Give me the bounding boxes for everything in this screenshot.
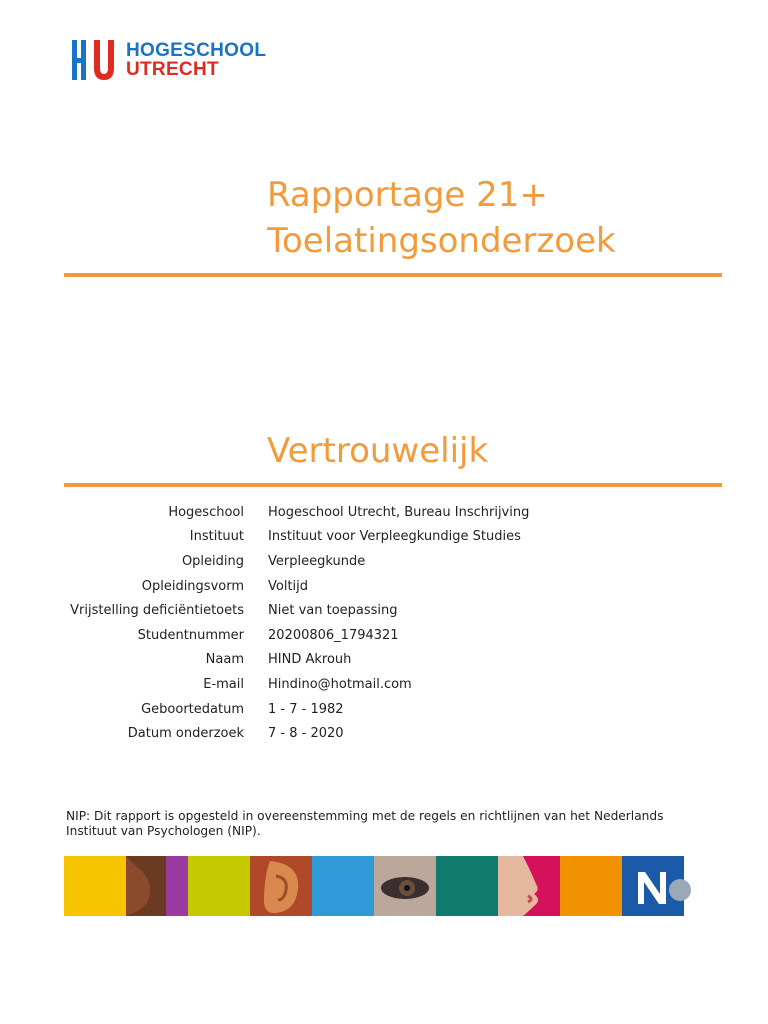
info-value: Hogeschool Utrecht, Bureau Inschrijving [268,504,530,520]
logo-line-2: UTRECHT [126,59,219,80]
info-label: Instituut [189,529,244,545]
strip-tile [560,856,622,916]
noa-logo-icon [636,866,720,908]
image-strip [64,856,684,916]
info-label: Studentnummer [137,627,244,643]
info-row [64,623,724,648]
strip-tile [188,856,250,916]
info-row [64,697,724,722]
info-row [64,500,724,525]
info-value: HIND Akrouh [268,652,352,668]
info-label: Datum onderzoek [127,726,244,742]
info-value: 20200806_1794321 [268,627,399,643]
info-value: Instituut voor Verpleegkundige Studies [268,529,521,545]
strip-tile [436,856,498,916]
info-label: Opleiding [181,553,244,569]
info-label: Naam [205,652,244,668]
info-row [64,525,724,550]
strip-tile [250,856,312,916]
title-divider [64,273,722,277]
info-value: Niet van toepassing [268,603,398,619]
confidential-divider [64,483,722,487]
report-title [267,172,616,264]
info-value: Hindino@hotmail.com [268,676,412,692]
info-row [64,574,724,599]
info-row [64,549,724,574]
strip-tile [126,856,188,916]
info-value: 7 - 8 - 2020 [268,726,344,742]
info-label: Opleidingsvorm [141,578,244,594]
logo-line-1: HOGESCHOOL [126,40,267,61]
info-label: Geboortedatum [141,701,244,717]
info-value: Verpleegkunde [268,553,366,569]
title-line-2: Toelatingsonderzoek [267,221,616,261]
info-row [64,598,724,623]
strip-tile [498,856,560,916]
info-label: Vrijstelling deficiëntietoets [70,603,244,619]
hu-logo [72,38,266,82]
strip-tile [64,856,126,916]
title-line-1: Rapportage 21+ [267,175,548,215]
info-row [64,721,724,746]
hu-logo-text [126,41,266,79]
student-info-table [64,500,724,746]
info-value: Voltijd [268,578,309,594]
confidential-heading: Vertrouwelijk [267,431,489,471]
info-value: 1 - 7 - 1982 [268,701,344,717]
info-row [64,672,724,697]
info-label: Hogeschool [168,504,244,520]
strip-tile [312,856,374,916]
hu-logo-mark-icon [72,38,118,82]
info-row [64,648,724,673]
strip-tile [374,856,436,916]
info-label: E-mail [203,676,244,692]
nip-note: NIP: Dit rapport is opgesteld in overeenstemming met de regels en richtlijnen van het Nederlands Instituut van Psychologen (NIP). [66,809,664,838]
